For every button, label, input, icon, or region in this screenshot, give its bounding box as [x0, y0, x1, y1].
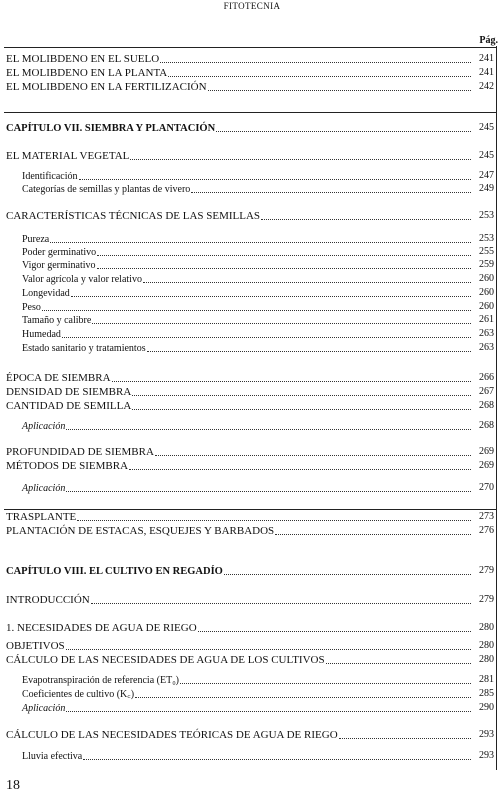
- toc-subentry: Tamaño y calibre: [22, 314, 472, 327]
- toc-subentry: Coeficientes de cultivo (K꜀): [22, 688, 472, 701]
- toc-page-number: 269: [479, 446, 494, 457]
- toc-page-number: 268: [479, 420, 494, 431]
- toc-subentry: Aplicación: [22, 420, 472, 433]
- toc-subentry: Pureza: [22, 233, 472, 246]
- toc-page-number: 260: [479, 301, 494, 312]
- toc-entry: PROFUNDIDAD DE SIEMBRA: [6, 446, 472, 459]
- toc-entry: DENSIDAD DE SIEMBRA: [6, 386, 472, 399]
- toc-entry: OBJETIVOS: [6, 640, 472, 653]
- toc-page-number: 245: [479, 122, 494, 133]
- toc-page-number: 268: [479, 400, 494, 411]
- toc-subentry: Poder germinativo: [22, 246, 472, 259]
- toc-page-number: 263: [479, 342, 494, 353]
- toc-page-number: 280: [479, 654, 494, 665]
- toc-page-number: 253: [479, 233, 494, 244]
- toc-subentry: Categorías de semillas y plantas de vivero: [22, 183, 472, 196]
- toc-page-number: 273: [479, 511, 494, 522]
- page-folio: 18: [6, 778, 20, 793]
- toc-page-number: 241: [479, 53, 494, 64]
- toc-subentry: Lluvia efectiva: [22, 750, 472, 763]
- toc-page-number: 261: [479, 314, 494, 325]
- toc-page-number: 285: [479, 688, 494, 699]
- running-header: FITOTECNIA: [223, 1, 281, 11]
- toc-entry: EL MOLIBDENO EN LA FERTILIZACIÓN: [6, 81, 472, 94]
- toc-subentry: Estado sanitario y tratamientos: [22, 342, 472, 355]
- toc-subentry: Aplicación: [22, 702, 472, 715]
- toc-subentry: Valor agrícola y valor relativo: [22, 273, 472, 286]
- toc-page-number: 290: [479, 702, 494, 713]
- toc-subentry: Peso: [22, 301, 472, 314]
- toc-page-number: 263: [479, 328, 494, 339]
- toc-page-number: 280: [479, 622, 494, 633]
- toc-subentry: Aplicación: [22, 482, 472, 495]
- toc-entry: CÁLCULO DE LAS NECESIDADES DE AGUA DE LOS CULTIVOS: [6, 654, 472, 667]
- toc-page-number: 293: [479, 750, 494, 761]
- toc-entry: TRASPLANTE: [6, 511, 472, 524]
- toc-page-number: 259: [479, 259, 494, 270]
- toc-page-number: 255: [479, 246, 494, 257]
- toc-page-number: 242: [479, 81, 494, 92]
- toc-page-number: 269: [479, 460, 494, 471]
- section-divider: [4, 112, 497, 113]
- toc-entry: CARACTERÍSTICAS TÉCNICAS DE LAS SEMILLAS: [6, 210, 472, 223]
- toc-subentry: Humedad: [22, 328, 472, 341]
- section-divider: [4, 509, 497, 510]
- toc-page-number: 253: [479, 210, 494, 221]
- toc-entry: ÉPOCA DE SIEMBRA: [6, 372, 472, 385]
- toc-subentry: Evapotranspiración de referencia (ET₀): [22, 674, 472, 687]
- toc-subentry: Longevidad: [22, 287, 472, 300]
- page-column-label: Pág.: [479, 35, 498, 46]
- toc-entry: CÁLCULO DE LAS NECESIDADES TEÓRICAS DE AGUA DE RIEGO: [6, 729, 472, 742]
- toc-page-number: 249: [479, 183, 494, 194]
- toc-page-number: 276: [479, 525, 494, 536]
- toc-page-number: 280: [479, 640, 494, 651]
- toc-subentry: Vigor germinativo: [22, 259, 472, 272]
- toc-page-number: 279: [479, 594, 494, 605]
- toc-page-number: 293: [479, 729, 494, 740]
- toc-page-number: 260: [479, 273, 494, 284]
- toc-entry: 1. NECESIDADES DE AGUA DE RIEGO: [6, 622, 472, 635]
- toc-entry: MÉTODOS DE SIEMBRA: [6, 460, 472, 473]
- toc-entry: EL MATERIAL VEGETAL: [6, 150, 472, 163]
- chapter-heading: CAPÍTULO VIII. EL CULTIVO EN REGADÍO: [6, 565, 472, 578]
- toc-page-number: 270: [479, 482, 494, 493]
- toc-page-number: 260: [479, 287, 494, 298]
- toc-page-number: 279: [479, 565, 494, 576]
- toc-page-number: 245: [479, 150, 494, 161]
- toc-page-number: 281: [479, 674, 494, 685]
- toc-subentry: Identificación: [22, 170, 472, 183]
- toc-page-number: 241: [479, 67, 494, 78]
- toc-page-number: 266: [479, 372, 494, 383]
- chapter-heading: CAPÍTULO VII. SIEMBRA Y PLANTACIÓN: [6, 122, 472, 135]
- toc-entry: CANTIDAD DE SEMILLA: [6, 400, 472, 413]
- toc-entry: EL MOLIBDENO EN EL SUELO: [6, 53, 472, 66]
- toc-entry: PLANTACIÓN DE ESTACAS, ESQUEJES Y BARBADOS: [6, 525, 472, 538]
- toc-page-number: 247: [479, 170, 494, 181]
- toc-entry: EL MOLIBDENO EN LA PLANTA: [6, 67, 472, 80]
- toc-page-number: 267: [479, 386, 494, 397]
- toc-entry: INTRODUCCIÓN: [6, 594, 472, 607]
